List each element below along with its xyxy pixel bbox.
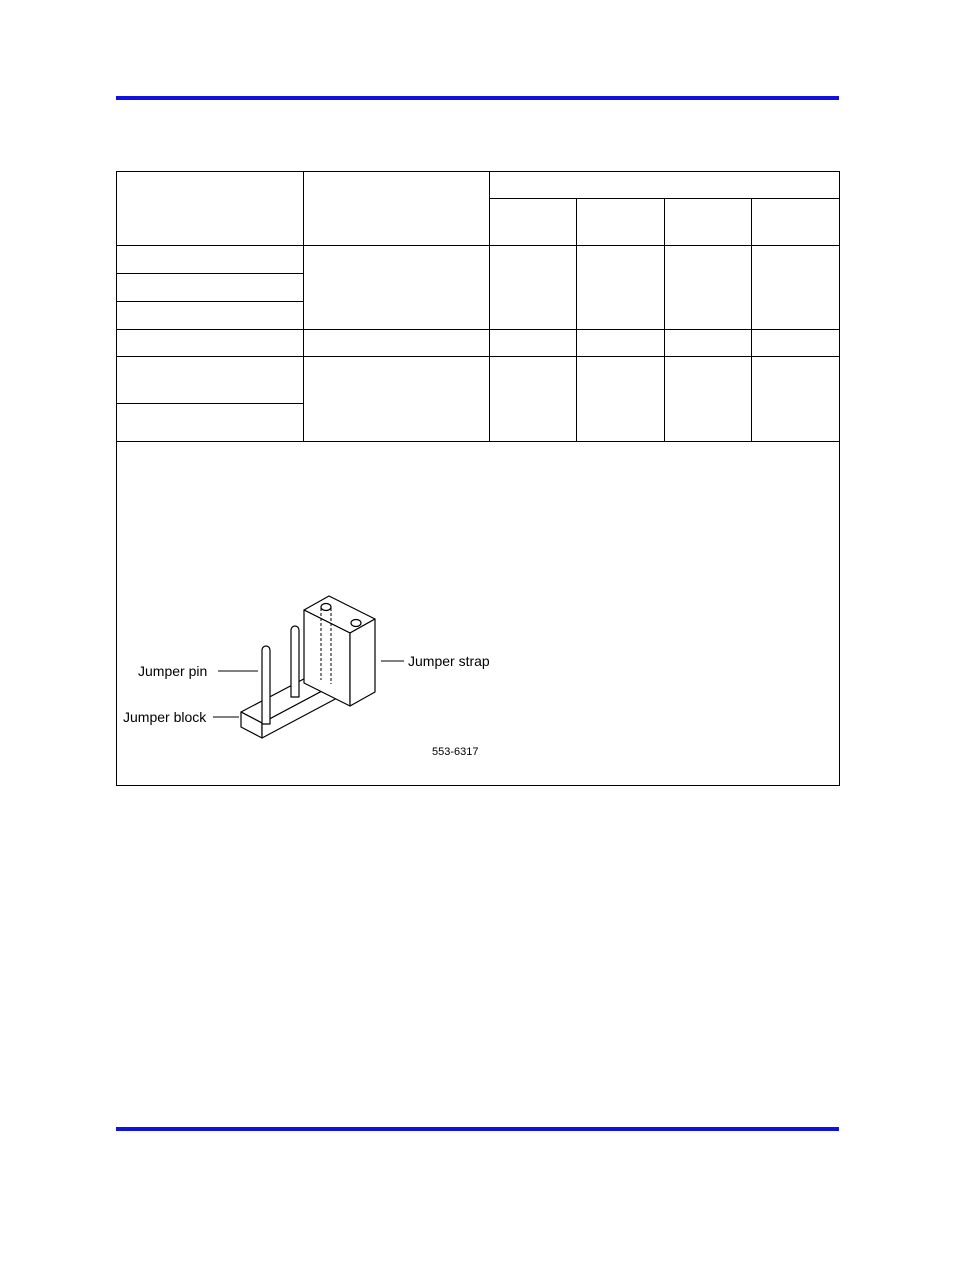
- table-cell: [665, 246, 752, 330]
- header-cell-2: [304, 172, 490, 246]
- header-group-cell: [490, 172, 840, 199]
- footer-rule: [116, 1127, 839, 1131]
- table-cell: [304, 246, 490, 330]
- jumper-pin-shape-2: [291, 626, 299, 697]
- table-cell: [577, 330, 665, 357]
- header-subcell-4: [752, 199, 840, 246]
- table-cell: [577, 357, 665, 442]
- header-subcell-3: [665, 199, 752, 246]
- jumper-diagram: [117, 442, 838, 784]
- figure-id: 553-6317: [432, 746, 479, 758]
- table-cell: [490, 357, 577, 442]
- table-cell: [490, 330, 577, 357]
- table-cell: [117, 302, 304, 330]
- table-cell: [752, 357, 840, 442]
- table-cell: [117, 404, 304, 442]
- table-cell: [577, 246, 665, 330]
- table-cell: [752, 330, 840, 357]
- jumper-block-label: Jumper block: [123, 709, 207, 725]
- table-cell: [304, 330, 490, 357]
- header-subcell-1: [490, 199, 577, 246]
- table-cell: [490, 246, 577, 330]
- jumper-pin-shape-1: [262, 646, 270, 724]
- header-cell-1: [117, 172, 304, 246]
- table-cell: [117, 357, 304, 404]
- jumper-strap-label: Jumper strap: [408, 653, 490, 669]
- table-cell: [665, 357, 752, 442]
- table-cell: [117, 246, 304, 274]
- jumper-settings-table: [116, 171, 840, 786]
- header-subcell-2: [577, 199, 665, 246]
- figure-cell: [117, 442, 840, 786]
- table-cell: [752, 246, 840, 330]
- table-cell: [117, 330, 304, 357]
- table-cell: [665, 330, 752, 357]
- table-cell: [117, 274, 304, 302]
- table-cell: [304, 357, 490, 442]
- jumper-pin-label: Jumper pin: [138, 663, 208, 679]
- header-rule: [116, 96, 839, 100]
